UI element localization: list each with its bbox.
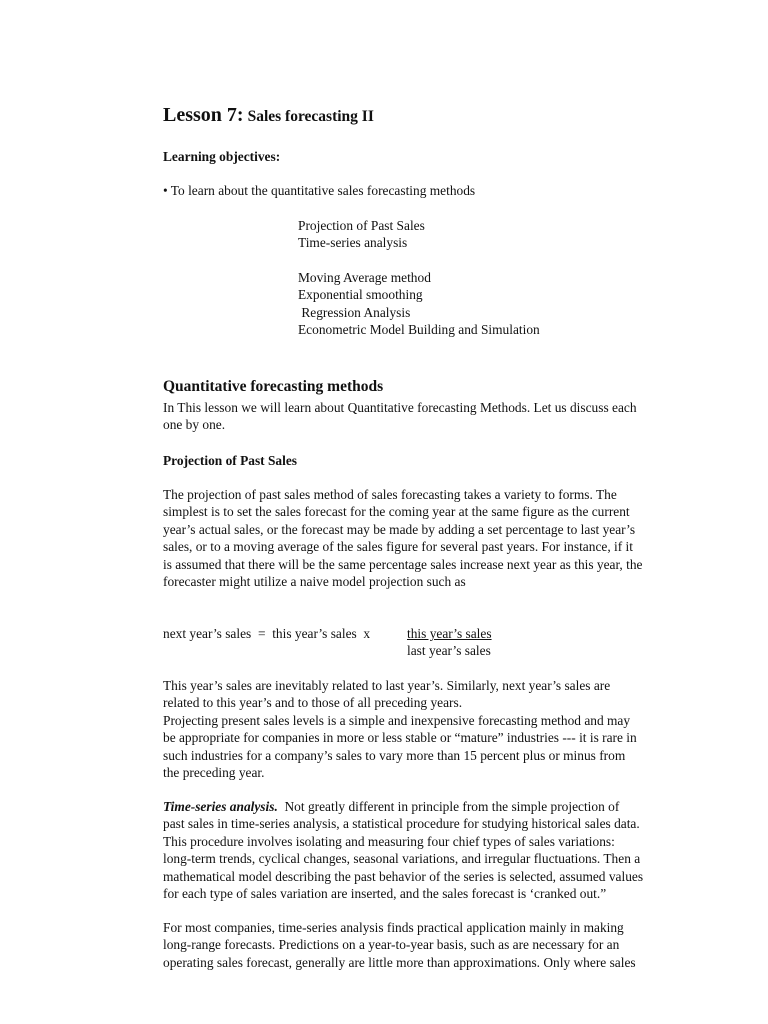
text-line: for each type of sales variation are inserted, and the sales forecast is ‘cranked out.” (163, 886, 607, 902)
objectives-group-2 (298, 269, 540, 339)
list-item: Econometric Model Building and Simulation (298, 322, 540, 338)
text-line: the preceding year. (163, 765, 265, 781)
lesson-title (163, 104, 374, 127)
list-item: Regression Analysis (298, 304, 411, 320)
text-line: related to this year’s and to those of all preceding years. (163, 695, 463, 711)
timeseries-lead: Time-series analysis. (163, 799, 278, 814)
text-line: Projecting present sales levels is a simple and inexpensive forecasting method and may (163, 712, 631, 728)
objectives-group-1 (298, 217, 425, 252)
formula-denominator: last year’s sales (407, 643, 491, 658)
objectives-bullet: • To learn about the quantitative sales forecasting methods (163, 183, 476, 198)
list-item: Exponential smoothing (298, 287, 423, 303)
text-line: For most companies, time-series analysis finds practical application mainly in making (163, 920, 624, 935)
text-line: be appropriate for companies in more or less stable or “mature” industries --- it is rare in (163, 730, 637, 746)
text-line: long-range forecasts. Predictions on a year-to-year basis, such as are necessary for an (163, 937, 620, 953)
projection-paragraph (163, 486, 642, 590)
text-line: such industries for a company’s sales to vary more than 15 percent plus or minus from (163, 747, 626, 763)
list-item: Moving Average method (298, 270, 431, 285)
text-line: This procedure involves isolating and measuring four chief types of sales variations: (163, 833, 615, 849)
timeseries-paragraph-2 (163, 919, 636, 971)
projection-heading: Projection of Past Sales (163, 453, 298, 468)
text-line: long-term trends, cyclical changes, seasonal variations, and irregular fluctuations. Then a (163, 851, 641, 867)
text-line: In This lesson we will learn about Quantitative forecasting Methods. Let us discuss each (163, 400, 637, 415)
text-line: sales, or to a moving average of the sales figure for several past years. For instance, if it (163, 539, 633, 555)
text-line (163, 798, 643, 815)
list-item: Projection of Past Sales (298, 218, 425, 233)
text-line: past sales in time-series analysis, a statistical procedure for studying historical sales data. (163, 816, 640, 832)
objectives-heading: Learning objectives: (163, 149, 281, 164)
quant-heading: Quantitative forecasting methods (163, 378, 384, 395)
text-line: The projection of past sales method of sales forecasting takes a variety to forms. The (163, 487, 617, 502)
text-line: simplest is to set the sales forecast for the coming year at the same figure as the current (163, 504, 630, 520)
quant-intro (163, 399, 637, 434)
text-line: mathematical model describing the past behavior of the series is selected, assumed values (163, 868, 644, 884)
text-line: operating sales forecast, generally are little more than approximations. Only where sales (163, 954, 636, 970)
text-line: is assumed that there will be the same percentage sales increase next year as this year, the (163, 556, 643, 572)
text-line: This year’s sales are inevitably related to last year’s. Similarly, next year’s sales are (163, 678, 611, 693)
text-line: one by one. (163, 417, 226, 433)
formula-numerator: this year’s sales (407, 626, 492, 641)
timeseries-paragraph (163, 798, 643, 902)
lesson-label: Lesson 7: (163, 104, 244, 126)
timeseries-first-line: Not greatly different in principle from the simple projection of (277, 799, 620, 814)
text-line: year’s actual sales, or the forecast may be made by adding a set percentage to last year’s (163, 521, 636, 537)
projection-paragraph-2 (163, 677, 637, 781)
formula-lhs: next year’s sales = this year’s sales x (163, 626, 371, 641)
lesson-topic: Sales forecasting II (247, 108, 374, 125)
list-item: Time-series analysis (298, 235, 408, 251)
text-line: forecaster might utilize a naive model projection such as (163, 574, 466, 590)
